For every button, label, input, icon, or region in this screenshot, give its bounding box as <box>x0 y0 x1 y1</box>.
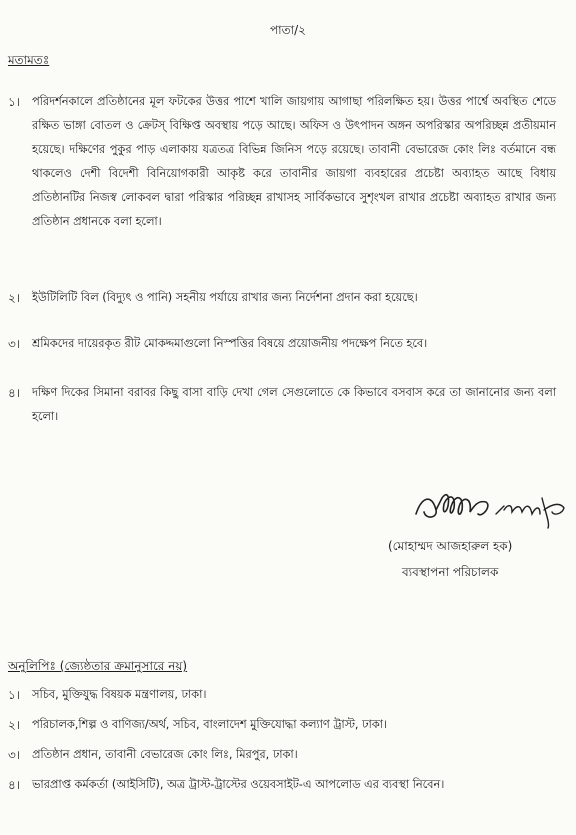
copy-item-1 <box>8 686 206 704</box>
item-text: প্রতিষ্ঠান প্রধান, তাবানী বেভারেজ কোং লিঃ, মিরপুর, ঢাকা। <box>32 748 298 761</box>
item-number: ৪। <box>8 386 21 400</box>
opinion-heading: মতামতঃ <box>8 53 50 67</box>
copy-heading: অনুলিপিঃ (জ্যেষ্ঠতার ক্রমানুসারে নয়) <box>8 659 188 673</box>
item-number: ১। <box>8 688 21 702</box>
item-number: ৩। <box>8 748 21 762</box>
handwritten-signature <box>412 484 572 532</box>
item-number: ২। <box>8 291 21 305</box>
item-number: ৪। <box>8 778 21 792</box>
opinion-item-3 <box>8 332 556 356</box>
copy-item-4 <box>8 776 444 794</box>
copy-item-2 <box>8 716 387 734</box>
item-number: ২। <box>8 718 21 732</box>
signatory-name: (মোহাম্মদ আজহারুল হক) <box>388 539 513 553</box>
page-number: পাতা/২ <box>270 23 306 37</box>
item-text: দক্ষিণ দিকের সিমানা বরাবর কিছু বাসা বাড়ি দেখা গেল সেগুলোতে কে কিভাবে বসবাস করে তা জানানোর জন্য বলা হলো। <box>32 386 556 423</box>
item-text: ইউটিলিটি বিল (বিদ্যুৎ ও পানি) সহনীয় পর্যায়ে রাখার জন্য নির্দেশনা প্রদান করা হয়েছে। <box>32 291 418 304</box>
opinion-item-4 <box>8 381 556 429</box>
item-text: ভারপ্রাপ্ত কর্মকর্তা (আইসিটি), অত্র ট্রাস্ট-ট্রাস্টের ওয়েবসাইট-এ আপলোড এর ব্যবস্থা নিবেন। <box>32 778 445 791</box>
copy-item-3 <box>8 746 298 764</box>
item-text: সচিব, মুক্তিযুদ্ধ বিষয়ক মন্ত্রণালয়, ঢাকা। <box>32 688 207 701</box>
signatory-title: ব্যবস্থাপনা পরিচালক <box>402 565 499 579</box>
item-number: ৩। <box>8 337 21 351</box>
opinion-item-2 <box>8 286 556 310</box>
item-text: শ্রমিকদের দায়েরকৃত রীট মোকদ্দমাগুলো নিস্পত্তির বিষয়ে প্রয়োজনীয় পদক্ষেপ নিতে হবে। <box>32 337 428 350</box>
item-number: ১। <box>8 95 21 109</box>
opinion-item-1 <box>8 90 556 234</box>
item-text: পরিচালক,শিল্প ও বাণিজ্য/অর্থ, সচিব, বাংলাদেশ মুক্তিযোদ্ধা কল্যাণ ট্রাস্ট, ঢাকা। <box>32 718 387 731</box>
item-text: পরিদর্শনকালে প্রতিষ্ঠানের মূল ফটকের উত্তর পাশে খালি জায়গায় আগাছা পরিলক্ষিত হয়। উত্তর পার্শ্বে অবস্থিত শেডে রক্ষিত ভাঙ্গা বোতল ও ক্রেটস্ বিক্ষিপ্ত অবস্থায় পড়ে আছে। অফিস ও উৎপাদন অঙ্গন অপরিস্কার অপরিচ্ছন্ন প্রতীয়মান হয়েছে। দক্ষিণের পুকুর পাড় এলাকায় যত্রতত্র বিভিন্ন জিনিস পড়ে রয়েছে। তাবানী বেভারেজ কোং লিঃ বর্তমানে বন্ধ থাকলেও দেশী বিদেশী বিনিয়োগকারী আকৃষ্ট করে তাবানীর জায়গা ব্যবহারের প্রচেষ্টা অব্যাহত আছে বিধায় প্রতিষ্ঠানটির নিজস্ব লোকবল দ্বারা পরিস্কার পরিচ্ছন্ন রাখাসহ সার্বিকভাবে সুশৃংখল রাখার প্রচেষ্টা অব্যাহত রাখার জন্য প্রতিষ্ঠান প্রধানকে বলা হলো। <box>32 95 556 228</box>
